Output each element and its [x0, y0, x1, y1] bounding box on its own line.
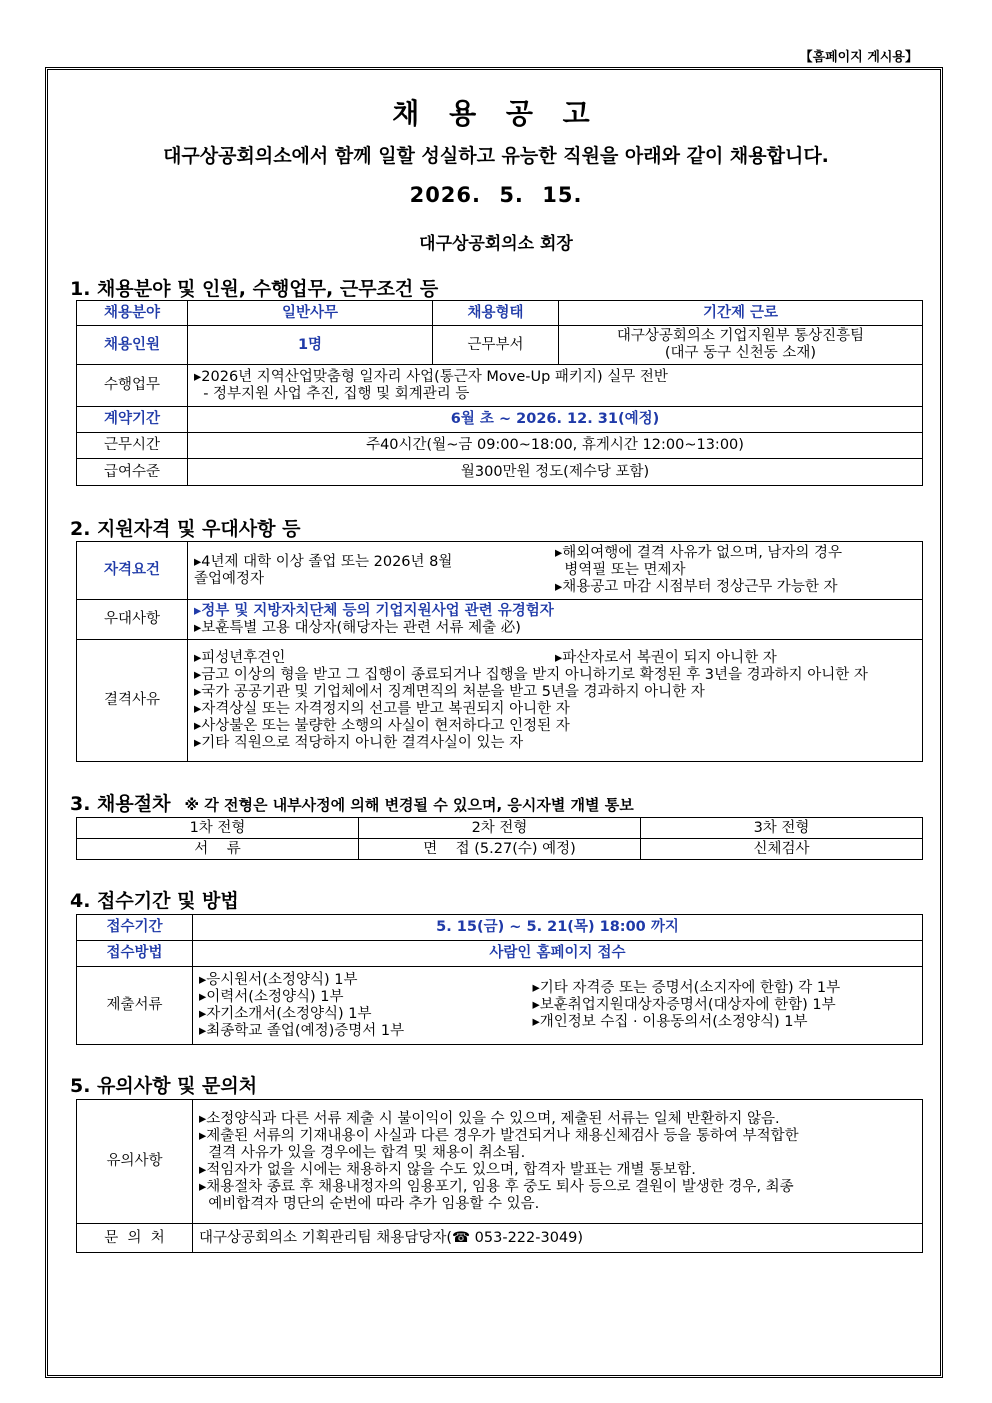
- duty-value: ▸2026년 지역산업맞춤형 일자리 사업(통근자 Move-Up 패키지) 실무 전반 - 정부지원 사업 추진, 집행 및 회계관리 등: [188, 365, 923, 407]
- stage2-value: 면 접 (5.27(수) 예정): [359, 839, 641, 860]
- method-value: 사람인 홈페이지 접수: [193, 941, 923, 967]
- notice-date: 2026. 5. 15.: [409, 183, 583, 207]
- notes-label: 유의사항: [77, 1100, 193, 1224]
- method-label: 접수방법: [77, 941, 193, 967]
- contract-label: 계약기간: [77, 407, 188, 433]
- section3-note: ※ 각 전형은 내부사정에 의해 변경될 수 있으며, 응시자별 개별 통보: [184, 796, 634, 814]
- field-label: 채용분야: [77, 301, 188, 326]
- section5-table: [76, 1099, 923, 1253]
- type-value: 기간제 근로: [559, 301, 923, 326]
- type-label: 채용형태: [433, 301, 559, 326]
- contact-value: 대구상공회의소 기획관리팀 채용담당자(☎ 053-222-3049): [193, 1224, 923, 1253]
- notes-value: ▸소정양식과 다른 서류 제출 시 불이익이 있을 수 있으며, 제출된 서류는 일체 반환하지 않음. ▸제출된 서류의 기재내용이 사실과 다른 경우가 발견되거나 채용신체검사 등을 통하여 부적합한 결격 사유가 있을 경우에는 합격 및 채용이 취소됨. ▸적임자가 없을 시에는 채용하지 않을 수도 있으며, 합격자 발표는 개별 통보함. ▸채용절차 종료 후 채용내정자의 임용포기, 임용 후 중도 퇴사 등으로 결원이 발생한 경우, 최종 예비합격자 명단의 순번에 따라 추가 임용할 수 있음.: [193, 1100, 923, 1224]
- count-value: 1명: [188, 326, 433, 365]
- qual-label: 자격요건: [77, 542, 188, 600]
- section1-table: [76, 300, 923, 486]
- period-label: 접수기간: [77, 915, 193, 941]
- page-title: 채 용 공 고: [392, 97, 600, 130]
- pay-value: 월300만원 정도(제수당 포함): [188, 459, 923, 486]
- stage2-header: 2차 전형: [359, 818, 641, 839]
- subtitle: 대구상공회의소에서 함께 일할 성실하고 유능한 직원을 아래와 같이 채용합니다.: [163, 145, 829, 167]
- contact-label: 문 의 처: [77, 1224, 193, 1253]
- contract-value: 6월 초 ~ 2026. 12. 31(예정): [188, 407, 923, 433]
- section4-heading: 4. 접수기간 및 방법: [70, 890, 239, 912]
- section2-heading: 2. 지원자격 및 우대사항 등: [70, 518, 301, 540]
- docs-label: 제출서류: [77, 967, 193, 1045]
- posting-tag: 【홈페이지 게시용】: [799, 50, 918, 65]
- dept-value: 대구상공회의소 기업지원부 통상진흥팀 (대구 동구 신천동 소재): [559, 326, 923, 365]
- section3-table: [76, 817, 923, 860]
- pref-value: ▸정부 및 지방자치단체 등의 기업지원사업 관련 유경험자 ▸보훈특별 고용 대상자(해당자는 관련 서류 제출 必): [188, 600, 923, 640]
- pay-label: 급여수준: [77, 459, 188, 486]
- stage3-header: 3차 전형: [641, 818, 923, 839]
- section5-heading: 5. 유의사항 및 문의처: [70, 1075, 258, 1097]
- dept-label: 근무부서: [433, 326, 559, 365]
- period-value: 5. 15(금) ~ 5. 21(목) 18:00 까지: [193, 915, 923, 941]
- stage1-header: 1차 전형: [77, 818, 359, 839]
- section2-table: [76, 541, 923, 762]
- issuer: 대구상공회의소 회장: [419, 234, 573, 254]
- hours-label: 근무시간: [77, 433, 188, 459]
- docs-value: ▸응시원서(소정양식) 1부 ▸이력서(소정양식) 1부 ▸자기소개서(소정양식) 1부 ▸최종학교 졸업(예정)증명서 1부 ▸기타 자격증 또는 증명서(소지자에 한함) 각 1부 ▸보훈취업지원대상자증명서(대상자에 한함) 1부 ▸개인정보 수집 · 이용동의서(소정양식) 1부: [193, 967, 923, 1045]
- field-value: 일반사무: [188, 301, 433, 326]
- pref-label: 우대사항: [77, 600, 188, 640]
- section1-heading: 1. 채용분야 및 인원, 수행업무, 근무조건 등: [70, 278, 439, 300]
- section4-table: [76, 914, 923, 1045]
- duty-label: 수행업무: [77, 365, 188, 407]
- section3-heading: 3. 채용절차 ※ 각 전형은 내부사정에 의해 변경될 수 있으며, 응시자별 개별 통보: [70, 793, 634, 815]
- hours-value: 주40시간(월~금 09:00~18:00, 휴게시간 12:00~13:00): [188, 433, 923, 459]
- stage1-value: 서 류: [77, 839, 359, 860]
- count-label: 채용인원: [77, 326, 188, 365]
- disq-label: 결격사유: [77, 640, 188, 762]
- stage3-value: 신체검사: [641, 839, 923, 860]
- disq-value: ▸피성년후견인 ▸파산자로서 복권이 되지 아니한 자 ▸금고 이상의 형을 받고 그 집행이 종료되거나 집행을 받지 아니하기로 확정된 후 3년을 경과하지 아니한 자 ▸국가 공공기관 및 기업체에서 징계면직의 처분을 받고 5년을 경과하지 아니한 자 ▸자격상실 또는 자격정지의 선고를 받고 복권되지 아니한 자 ▸사상불온 또는 불량한 소행의 사실이 현저하다고 인정된 자 ▸기타 직원으로 적당하지 아니한 결격사실이 있는 자: [188, 640, 923, 762]
- qual-value: ▸4년제 대학 이상 졸업 또는 2026년 8월 졸업예정자 ▸해외여행에 결격 사유가 없으며, 남자의 경우 병역필 또는 면제자 ▸채용공고 마감 시점부터 정상근무 가능한 자: [188, 542, 923, 600]
